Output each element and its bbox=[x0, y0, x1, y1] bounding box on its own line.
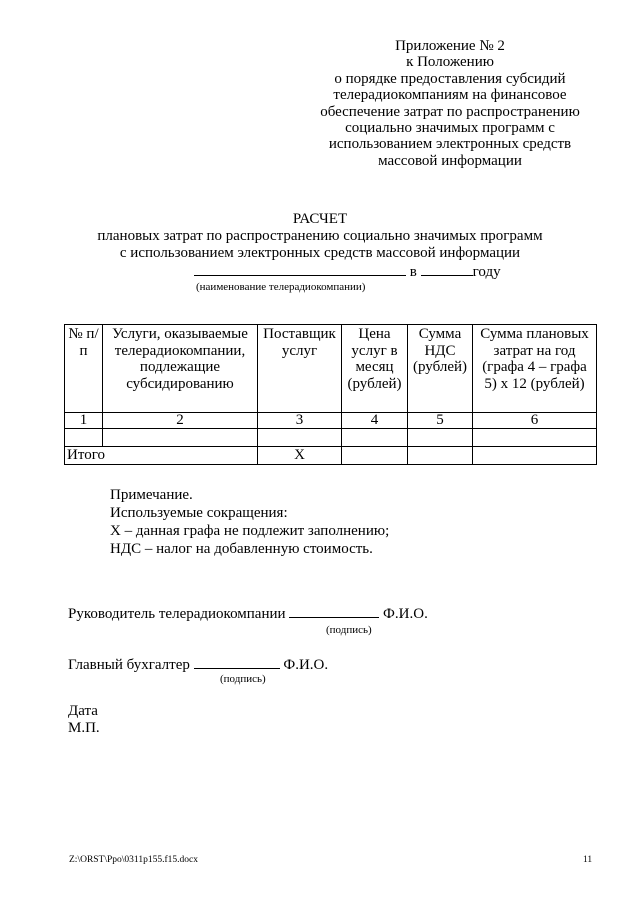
appendix-header bbox=[300, 38, 600, 169]
page-number: 11 bbox=[583, 855, 593, 865]
total-label: Итого bbox=[65, 447, 258, 465]
appendix-line: обеспечение затрат по распространению bbox=[320, 103, 580, 120]
table-cell bbox=[65, 429, 103, 447]
table-header-row bbox=[65, 325, 597, 413]
column-number: 3 bbox=[258, 413, 342, 429]
table-row bbox=[65, 429, 597, 447]
footer-file-path: Z:\ORST\Ppo\0311p155.f15.docx bbox=[69, 855, 198, 865]
header-cell: Поставщик услуг bbox=[258, 325, 342, 413]
note-line: НДС – налог на добавленную стоимость. bbox=[110, 541, 373, 557]
appendix-line: массовой информации bbox=[378, 152, 522, 169]
table-cell bbox=[342, 447, 408, 465]
document-subtitle: плановых затрат по распространению социально значимых программ bbox=[97, 228, 543, 244]
accountant-signature-caption: (подпись) bbox=[220, 673, 266, 685]
appendix-line: к Положению bbox=[406, 54, 494, 71]
table-cell bbox=[342, 429, 408, 447]
appendix-line: социально значимых программ с bbox=[345, 120, 555, 137]
header-cell: Сумма плановых затрат на год (графа 4 – графа 5) x 12 (рублей) bbox=[473, 325, 597, 413]
calculation-table bbox=[64, 324, 597, 465]
notes-block bbox=[110, 486, 389, 558]
appendix-line: использованием электронных средств bbox=[328, 136, 572, 153]
table-cell bbox=[473, 447, 597, 465]
table-cell bbox=[258, 429, 342, 447]
accountant-fio: Ф.И.О. bbox=[283, 657, 329, 673]
table-cell bbox=[408, 429, 473, 447]
head-signature-blank bbox=[289, 603, 379, 618]
document-subtitle: с использованием электронных средств массовой информации bbox=[119, 245, 521, 261]
note-line: Примечание. bbox=[110, 487, 193, 503]
company-name-line bbox=[194, 261, 501, 281]
accountant-signature-line bbox=[68, 654, 328, 674]
head-label: Руководитель телерадиокомпании bbox=[68, 606, 286, 622]
date-label: Дата bbox=[68, 703, 98, 719]
header-cell: № п/п bbox=[65, 325, 103, 413]
head-signature-caption: (подпись) bbox=[326, 624, 372, 636]
header-cell: Услуги, оказываемые телерадиокомпании, подлежащие субсидированию bbox=[103, 325, 258, 413]
header-cell: Сумма НДС (рублей) bbox=[408, 325, 473, 413]
header-cell: Цена услуг в месяц (рублей) bbox=[342, 325, 408, 413]
head-fio: Ф.И.О. bbox=[383, 606, 428, 622]
column-number: 1 bbox=[65, 413, 103, 429]
table-cell bbox=[473, 429, 597, 447]
column-number: 5 bbox=[408, 413, 473, 429]
head-signature-line bbox=[68, 603, 428, 623]
appendix-line: телерадиокомпаниям на финансовое bbox=[333, 87, 567, 104]
accountant-label: Главный бухгалтер bbox=[68, 657, 190, 673]
seal-label: М.П. bbox=[68, 720, 100, 736]
year-label: году bbox=[472, 264, 501, 280]
total-supplier-mark: Х bbox=[258, 447, 342, 465]
column-number: 2 bbox=[103, 413, 258, 429]
company-name-blank bbox=[194, 261, 406, 276]
accountant-signature-blank bbox=[194, 654, 280, 669]
table-cell bbox=[408, 447, 473, 465]
note-line: Х – данная графа не подлежит заполнению; bbox=[110, 523, 390, 539]
note-line: Используемые сокращения: bbox=[110, 505, 288, 521]
appendix-line: Приложение № 2 bbox=[395, 38, 505, 54]
year-preposition: в bbox=[409, 264, 417, 280]
column-number-row bbox=[65, 413, 597, 429]
company-name-caption: (наименование телерадиокомпании) bbox=[196, 281, 366, 293]
year-blank bbox=[421, 261, 473, 276]
table-cell bbox=[103, 429, 258, 447]
column-number: 6 bbox=[473, 413, 597, 429]
document-title: РАСЧЕТ bbox=[292, 211, 348, 227]
total-row bbox=[65, 447, 597, 465]
appendix-line: о порядке предоставления субсидий bbox=[334, 70, 566, 87]
column-number: 4 bbox=[342, 413, 408, 429]
